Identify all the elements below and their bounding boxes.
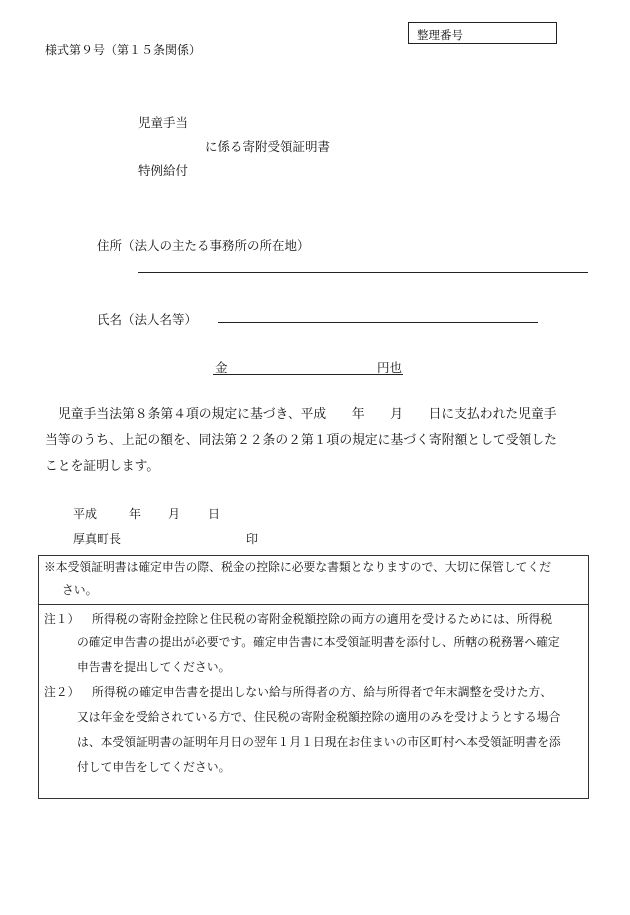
amount-prefix: 金 xyxy=(215,360,228,375)
address-line[interactable] xyxy=(138,272,588,273)
date-year: 年 xyxy=(129,507,142,521)
date-day: 日 xyxy=(208,507,221,521)
note-1-label: 注１） xyxy=(44,612,80,626)
address-label: 住所（法人の主たる事務所の所在地） xyxy=(97,238,310,253)
note-2-line-1: 所得税の確定申告書を提出しない給与所得者の方、給与所得者で年末調整を受けた方、 xyxy=(92,685,553,699)
title-line-2: に係る寄附受領証明書 xyxy=(205,139,331,154)
note-2-line-4: 付して申告をしてください。 xyxy=(77,760,231,774)
note-2-line-3: は、本受領証明書の証明年月日の翌年１月１日現在お住まいの市区町村へ本受領証明書を添 xyxy=(77,735,561,749)
body-line-2: 当等のうち、上記の額を、同法第２２条の２第１項の規定に基づく寄附額として受領した xyxy=(45,433,557,448)
issuer-name: 厚真町長 xyxy=(73,532,122,546)
date-era: 平成 xyxy=(73,507,98,521)
body-line-3: ことを証明します。 xyxy=(45,459,160,474)
seal-mark: 印 xyxy=(246,532,259,546)
note-1-line-1: 所得税の寄附金控除と住民税の寄附金税額控除の両方の適用を受けるためには、所得税 xyxy=(92,612,553,626)
note-2-label: 注２） xyxy=(44,685,80,699)
name-label: 氏名（法人名等） xyxy=(97,312,198,327)
amount-line[interactable] xyxy=(213,374,403,375)
amount-suffix: 円也 xyxy=(377,360,403,375)
title-line-3: 特例給付 xyxy=(138,163,189,178)
title-line-1: 児童手当 xyxy=(138,115,189,130)
notice-line-2: さい。 xyxy=(62,583,98,597)
note-1-line-2: の確定申告書の提出が必要です。確定申告書に本受領証明書を添付し、所轄の税務署へ確定 xyxy=(77,635,560,649)
note-2-line-2: 又は年金を受給されている方で、住民税の寄附金税額控除の適用のみを受けようとする場合 xyxy=(77,710,561,724)
body-line-1: 児童手当法第８条第４項の規定に基づき、平成 年 月 日に支払われた児童手 xyxy=(58,407,557,422)
management-number-label: 整理番号 xyxy=(417,28,463,42)
date-month: 月 xyxy=(168,507,181,521)
form-number: 様式第９号（第１５条関係） xyxy=(45,43,202,57)
name-line[interactable] xyxy=(218,322,538,323)
note-1-line-3: 申告書を提出してください。 xyxy=(77,660,231,674)
management-number-box[interactable] xyxy=(408,22,557,44)
notice-line-1: ※本受領証明書は確定申告の際、税金の控除に必要な書類となりますので、大切に保管してくだ xyxy=(44,560,552,574)
